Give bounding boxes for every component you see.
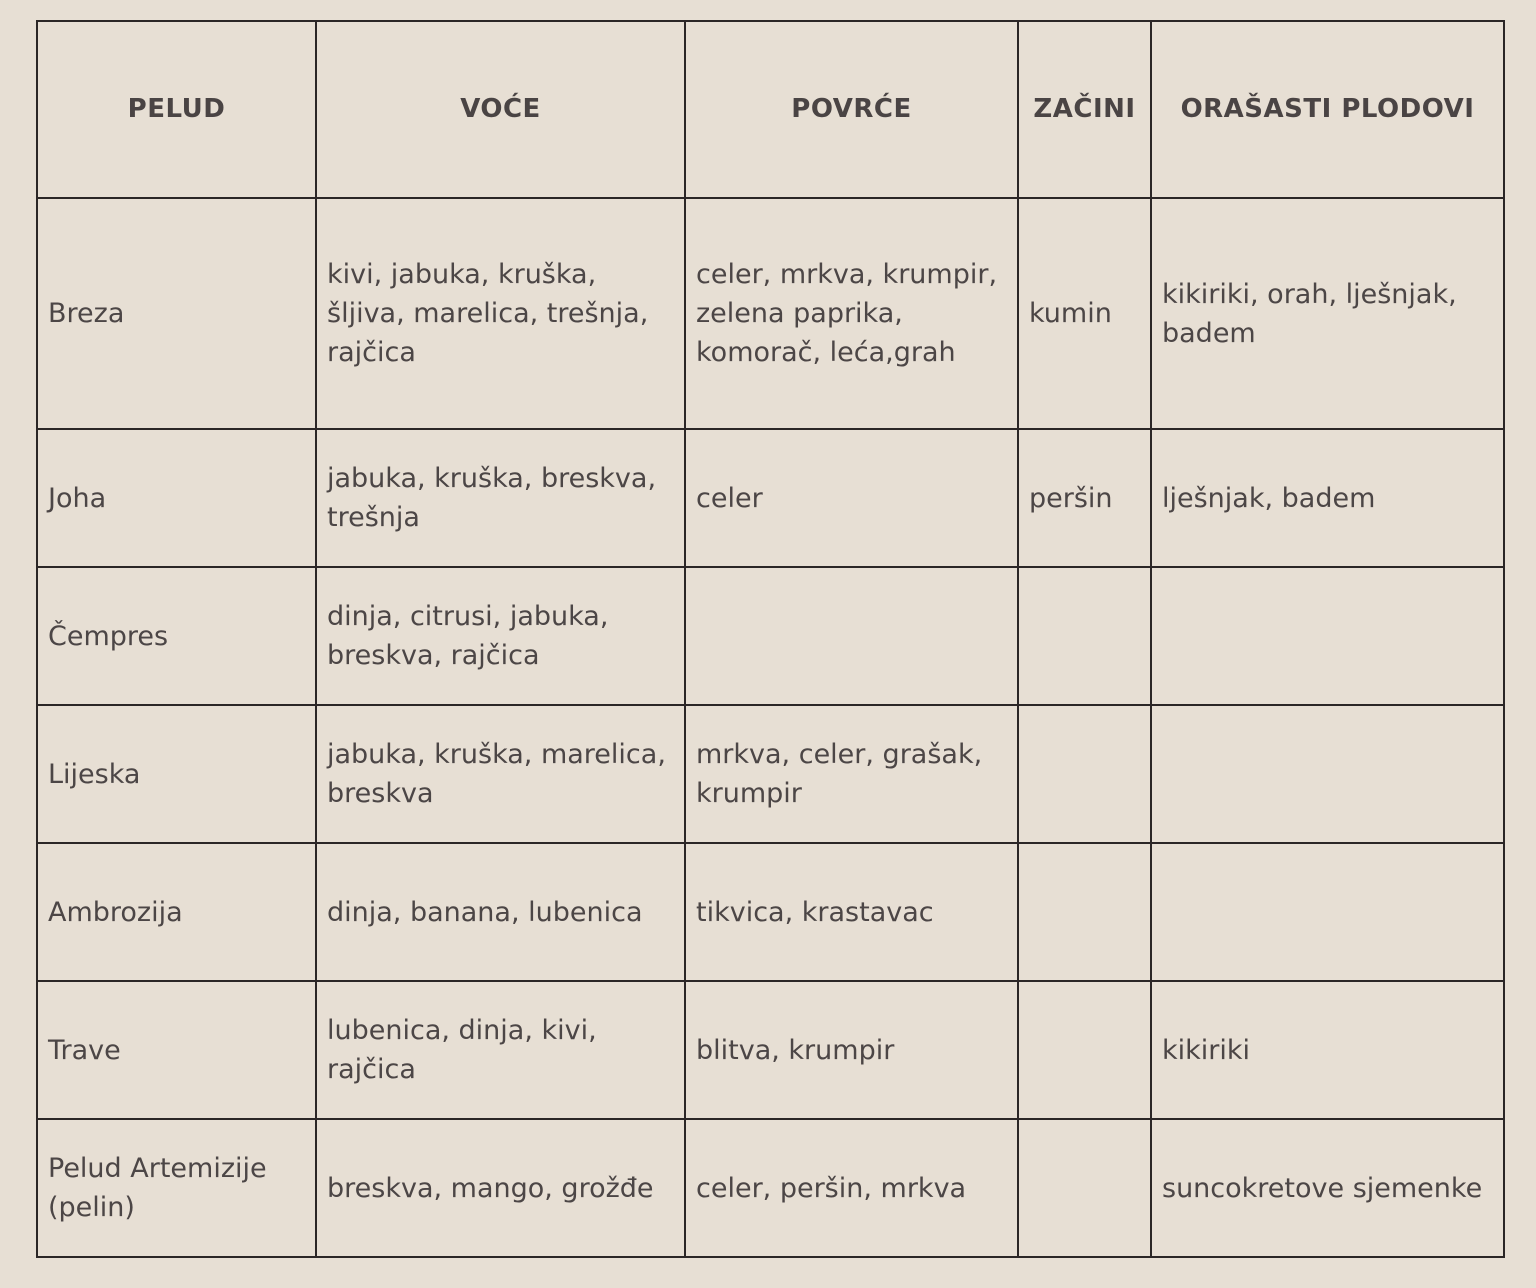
cell-pelud: Pelud Artemizije (pelin)	[37, 1119, 316, 1257]
header-povrce: POVRĆE	[685, 21, 1018, 198]
cell-pelud: Joha	[37, 429, 316, 567]
cell-zacini	[1018, 981, 1151, 1119]
header-zacini: ZAČINI	[1018, 21, 1151, 198]
cell-orasasti: suncokretove sjemenke	[1151, 1119, 1504, 1257]
table-row	[37, 198, 1504, 429]
cell-povrce	[685, 567, 1018, 705]
table-row	[37, 429, 1504, 567]
table-row	[37, 1119, 1504, 1257]
cell-voce: breskva, mango, grožđe	[316, 1119, 685, 1257]
cell-pelud: Čempres	[37, 567, 316, 705]
table-row	[37, 843, 1504, 981]
cell-pelud: Lijeska	[37, 705, 316, 843]
cell-zacini	[1018, 843, 1151, 981]
table-row	[37, 705, 1504, 843]
cell-orasasti: lješnjak, badem	[1151, 429, 1504, 567]
header-pelud: PELUD	[37, 21, 316, 198]
cell-orasasti	[1151, 567, 1504, 705]
header-voce: VOĆE	[316, 21, 685, 198]
cell-povrce: celer, mrkva, krumpir, zelena paprika, komorač, leća,grah	[685, 198, 1018, 429]
cell-povrce: mrkva, celer, grašak, krumpir	[685, 705, 1018, 843]
cell-povrce: celer	[685, 429, 1018, 567]
header-row	[37, 21, 1504, 198]
cell-voce: jabuka, kruška, breskva, trešnja	[316, 429, 685, 567]
cell-orasasti	[1151, 843, 1504, 981]
table-row	[37, 981, 1504, 1119]
table-row	[37, 567, 1504, 705]
cell-orasasti: kikiriki, orah, lješnjak, badem	[1151, 198, 1504, 429]
cell-orasasti	[1151, 705, 1504, 843]
cell-voce: kivi, jabuka, kruška, šljiva, marelica, trešnja, rajčica	[316, 198, 685, 429]
cell-pelud: Breza	[37, 198, 316, 429]
cell-pelud: Trave	[37, 981, 316, 1119]
cell-zacini	[1018, 705, 1151, 843]
cell-orasasti: kikiriki	[1151, 981, 1504, 1119]
cell-pelud: Ambrozija	[37, 843, 316, 981]
cell-zacini: kumin	[1018, 198, 1151, 429]
cell-voce: jabuka, kruška, marelica, breskva	[316, 705, 685, 843]
cell-zacini	[1018, 1119, 1151, 1257]
cell-povrce: blitva, krumpir	[685, 981, 1018, 1119]
header-orasasti-plodovi: ORAŠASTI PLODOVI	[1151, 21, 1504, 198]
cell-voce: lubenica, dinja, kivi, rajčica	[316, 981, 685, 1119]
cell-povrce: celer, peršin, mrkva	[685, 1119, 1018, 1257]
cell-voce: dinja, citrusi, jabuka, breskva, rajčica	[316, 567, 685, 705]
cross-reactivity-table	[36, 20, 1505, 1258]
cell-zacini: peršin	[1018, 429, 1151, 567]
cell-zacini	[1018, 567, 1151, 705]
cell-povrce: tikvica, krastavac	[685, 843, 1018, 981]
cell-voce: dinja, banana, lubenica	[316, 843, 685, 981]
